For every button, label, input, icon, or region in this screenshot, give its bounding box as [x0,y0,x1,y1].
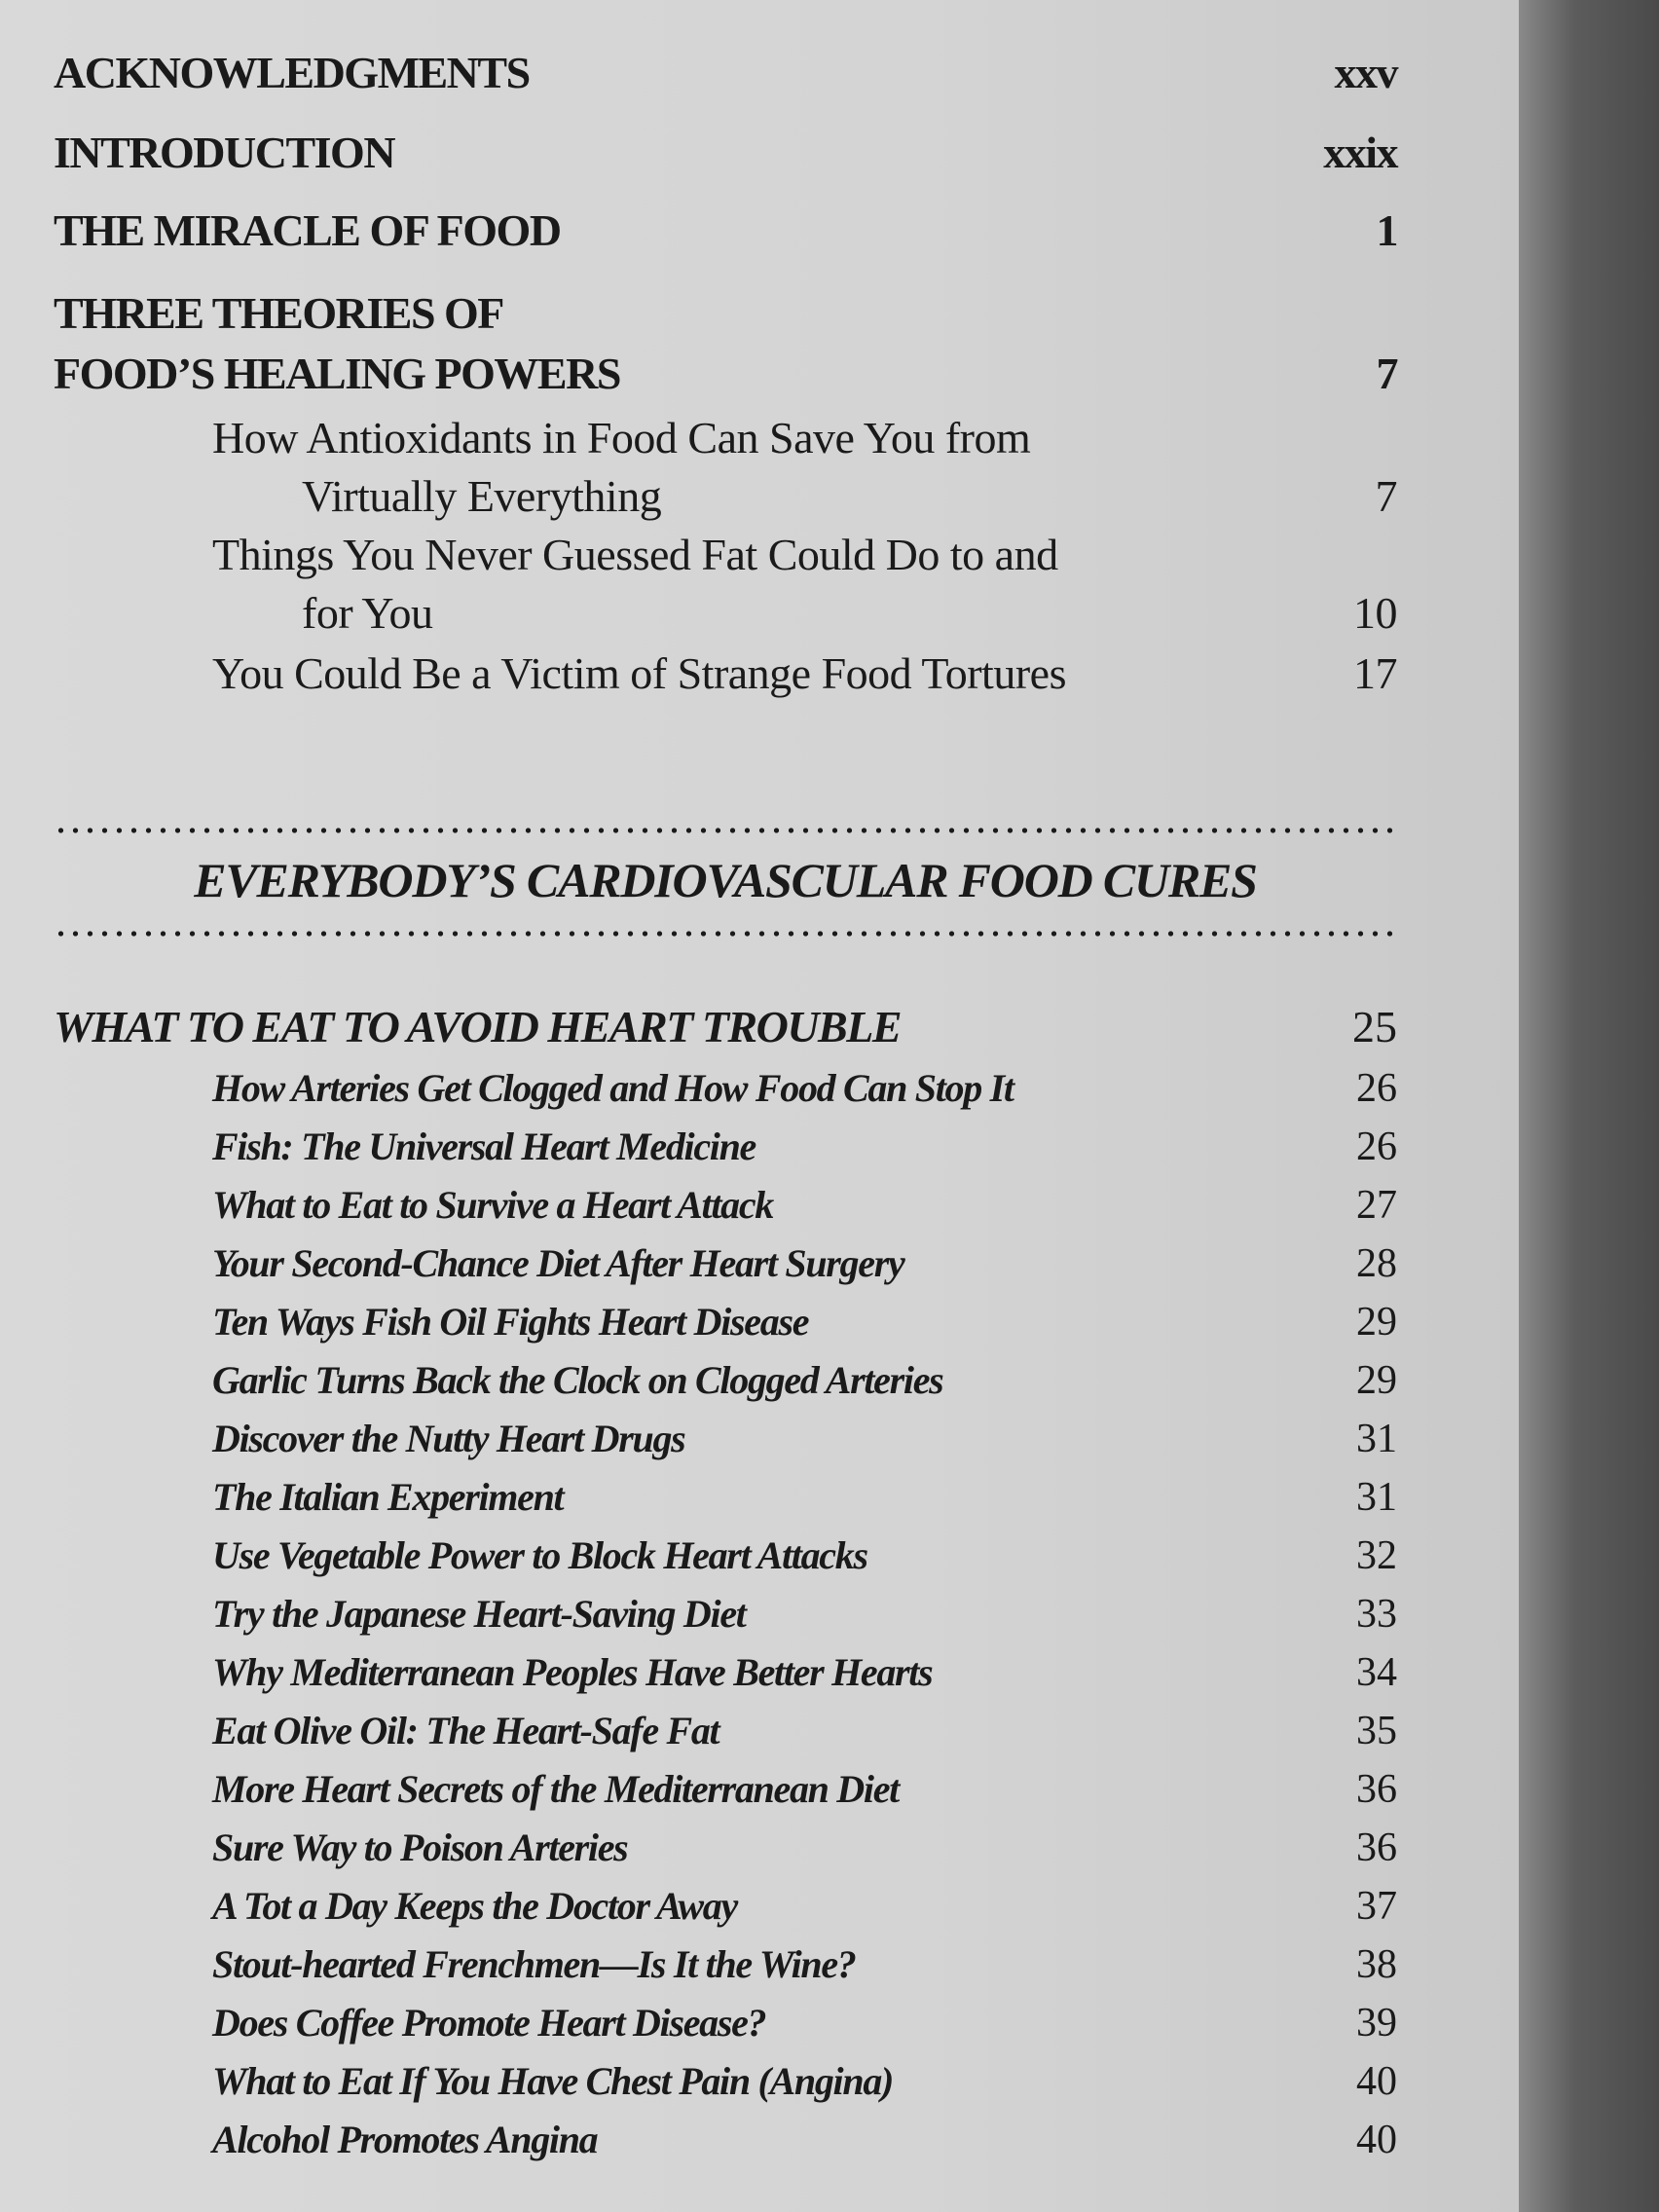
toc-entry-introduction [54,127,1397,178]
subentry-title: How Arteries Get Clogged and How Food Can Stop It [212,1066,1014,1110]
toc-subentry [212,1649,1397,1696]
subentry-title-line1: How Antioxidants in Food Can Save You from [212,413,1031,462]
subentry-page: 10 [1353,588,1397,638]
toc-subentry-food-tortures [212,645,1397,703]
subentry-page: 38 [1356,1942,1397,1987]
subentry-page: 17 [1353,648,1397,698]
subentry-page: 34 [1356,1650,1397,1695]
subentry-title: Alcohol Promotes Angina [212,2118,598,2161]
toc-subentry [212,1474,1397,1521]
subentry-page: 27 [1356,1183,1397,1228]
toc-entry-three-theories-line1 [54,287,1397,339]
subentry-title: Your Second-Chance Diet After Heart Surgery [212,1241,904,1285]
entry-page: 7 [1376,349,1397,398]
subentry-page: 35 [1356,1709,1397,1753]
subentry-title: Try the Japanese Heart-Saving Diet [212,1592,746,1636]
dotted-rule-bottom [54,931,1397,937]
subentry-page: 28 [1356,1241,1397,1286]
subentry-title: Discover the Nutty Heart Drugs [212,1417,685,1460]
subentry-page: 40 [1356,2059,1397,2104]
toc-subentry [212,2117,1397,2163]
toc-entry-acknowledgments [54,47,1397,98]
toc-subentry [212,1357,1397,1404]
entry-title-line1: THREE THEORIES OF [54,288,503,338]
toc-entry-three-theories [54,348,1397,399]
subentry-title: More Heart Secrets of the Mediterranean Diet [212,1767,899,1811]
toc-subentry-fat-line1 [212,526,1397,584]
toc-subentry [212,1708,1397,1754]
subentry-title: What to Eat to Survive a Heart Attack [212,1183,774,1227]
toc-subentry [212,1416,1397,1462]
toc-subentry-antioxidants [212,467,1397,526]
entry-page: xxv [1334,48,1397,97]
toc-subentry [212,1299,1397,1346]
section-title: EVERYBODY’S CARDIOVASCULAR FOOD CURES [194,853,1257,907]
entry-page: xxix [1323,128,1397,177]
toc-subentry [212,1124,1397,1170]
subentry-page: 36 [1356,1767,1397,1812]
entry-title: INTRODUCTION [54,128,395,177]
toc-subentry [212,1240,1397,1287]
subentry-page: 32 [1356,1533,1397,1578]
subentry-title-line1: You Could Be a Victim of Strange Food Tortures [212,648,1066,698]
toc-subentry [212,1065,1397,1112]
subentry-page: 31 [1356,1475,1397,1520]
toc-subentry [212,1182,1397,1229]
subentry-title: Fish: The Universal Heart Medicine [212,1124,756,1168]
entry-title-line2: FOOD’S HEALING POWERS [54,349,620,398]
subentry-page: 37 [1356,1884,1397,1929]
toc-subentry-antioxidants-line1 [212,409,1397,467]
subentry-title: Sure Way to Poison Arteries [212,1825,628,1869]
subentry-page: 29 [1356,1358,1397,1403]
toc-subentry [212,1591,1397,1638]
subentry-page: 7 [1375,471,1397,521]
toc-subentry [212,2000,1397,2046]
chapter-title: WHAT TO EAT TO AVOID HEART TROUBLE [54,1002,902,1051]
subentry-title: The Italian Experiment [212,1475,564,1519]
subentry-title: Eat Olive Oil: The Heart-Safe Fat [212,1709,719,1752]
toc-chapter-heart-trouble [54,1001,1397,1052]
subentry-title-line1: Things You Never Guessed Fat Could Do to and [212,530,1058,579]
subentry-title: A Tot a Day Keeps the Doctor Away [212,1884,737,1928]
dotted-rule-top [54,828,1397,833]
toc-subentry [212,1766,1397,1813]
entry-title: THE MIRACLE OF FOOD [54,205,561,255]
subentry-page: 26 [1356,1066,1397,1111]
book-spine-shadow [1519,0,1659,2212]
subentry-page: 26 [1356,1124,1397,1169]
subentry-title-line2: Virtually Everything [302,471,662,521]
toc-subentry [212,1941,1397,1988]
subentry-page: 39 [1356,2001,1397,2046]
toc-subentry-fat [212,584,1397,643]
subentry-page: 33 [1356,1592,1397,1637]
subentry-title: Ten Ways Fish Oil Fights Heart Disease [212,1300,809,1344]
toc-entry-miracle-of-food [54,204,1397,256]
subentry-title: What to Eat If You Have Chest Pain (Angina) [212,2059,894,2103]
subentry-title: Stout-hearted Frenchmen—Is It the Wine? [212,1942,856,1986]
subentry-title: Garlic Turns Back the Clock on Clogged Arteries [212,1358,943,1402]
toc-subentry [212,1883,1397,1930]
subentry-title: Why Mediterranean Peoples Have Better Hearts [212,1650,933,1694]
chapter-page: 25 [1352,1002,1397,1051]
toc-subentry [212,2058,1397,2105]
subentry-page: 31 [1356,1417,1397,1461]
entry-page: 1 [1376,205,1397,255]
subentry-title: Use Vegetable Power to Block Heart Attacks [212,1533,867,1577]
subentry-title-line2: for You [302,588,433,638]
subentry-page: 29 [1356,1300,1397,1345]
entry-title: ACKNOWLEDGMENTS [54,48,530,97]
subentry-page: 36 [1356,1825,1397,1870]
subentry-title: Does Coffee Promote Heart Disease? [212,2001,766,2045]
subentry-page: 40 [1356,2118,1397,2162]
toc-subentry [212,1532,1397,1579]
toc-subentry [212,1825,1397,1871]
